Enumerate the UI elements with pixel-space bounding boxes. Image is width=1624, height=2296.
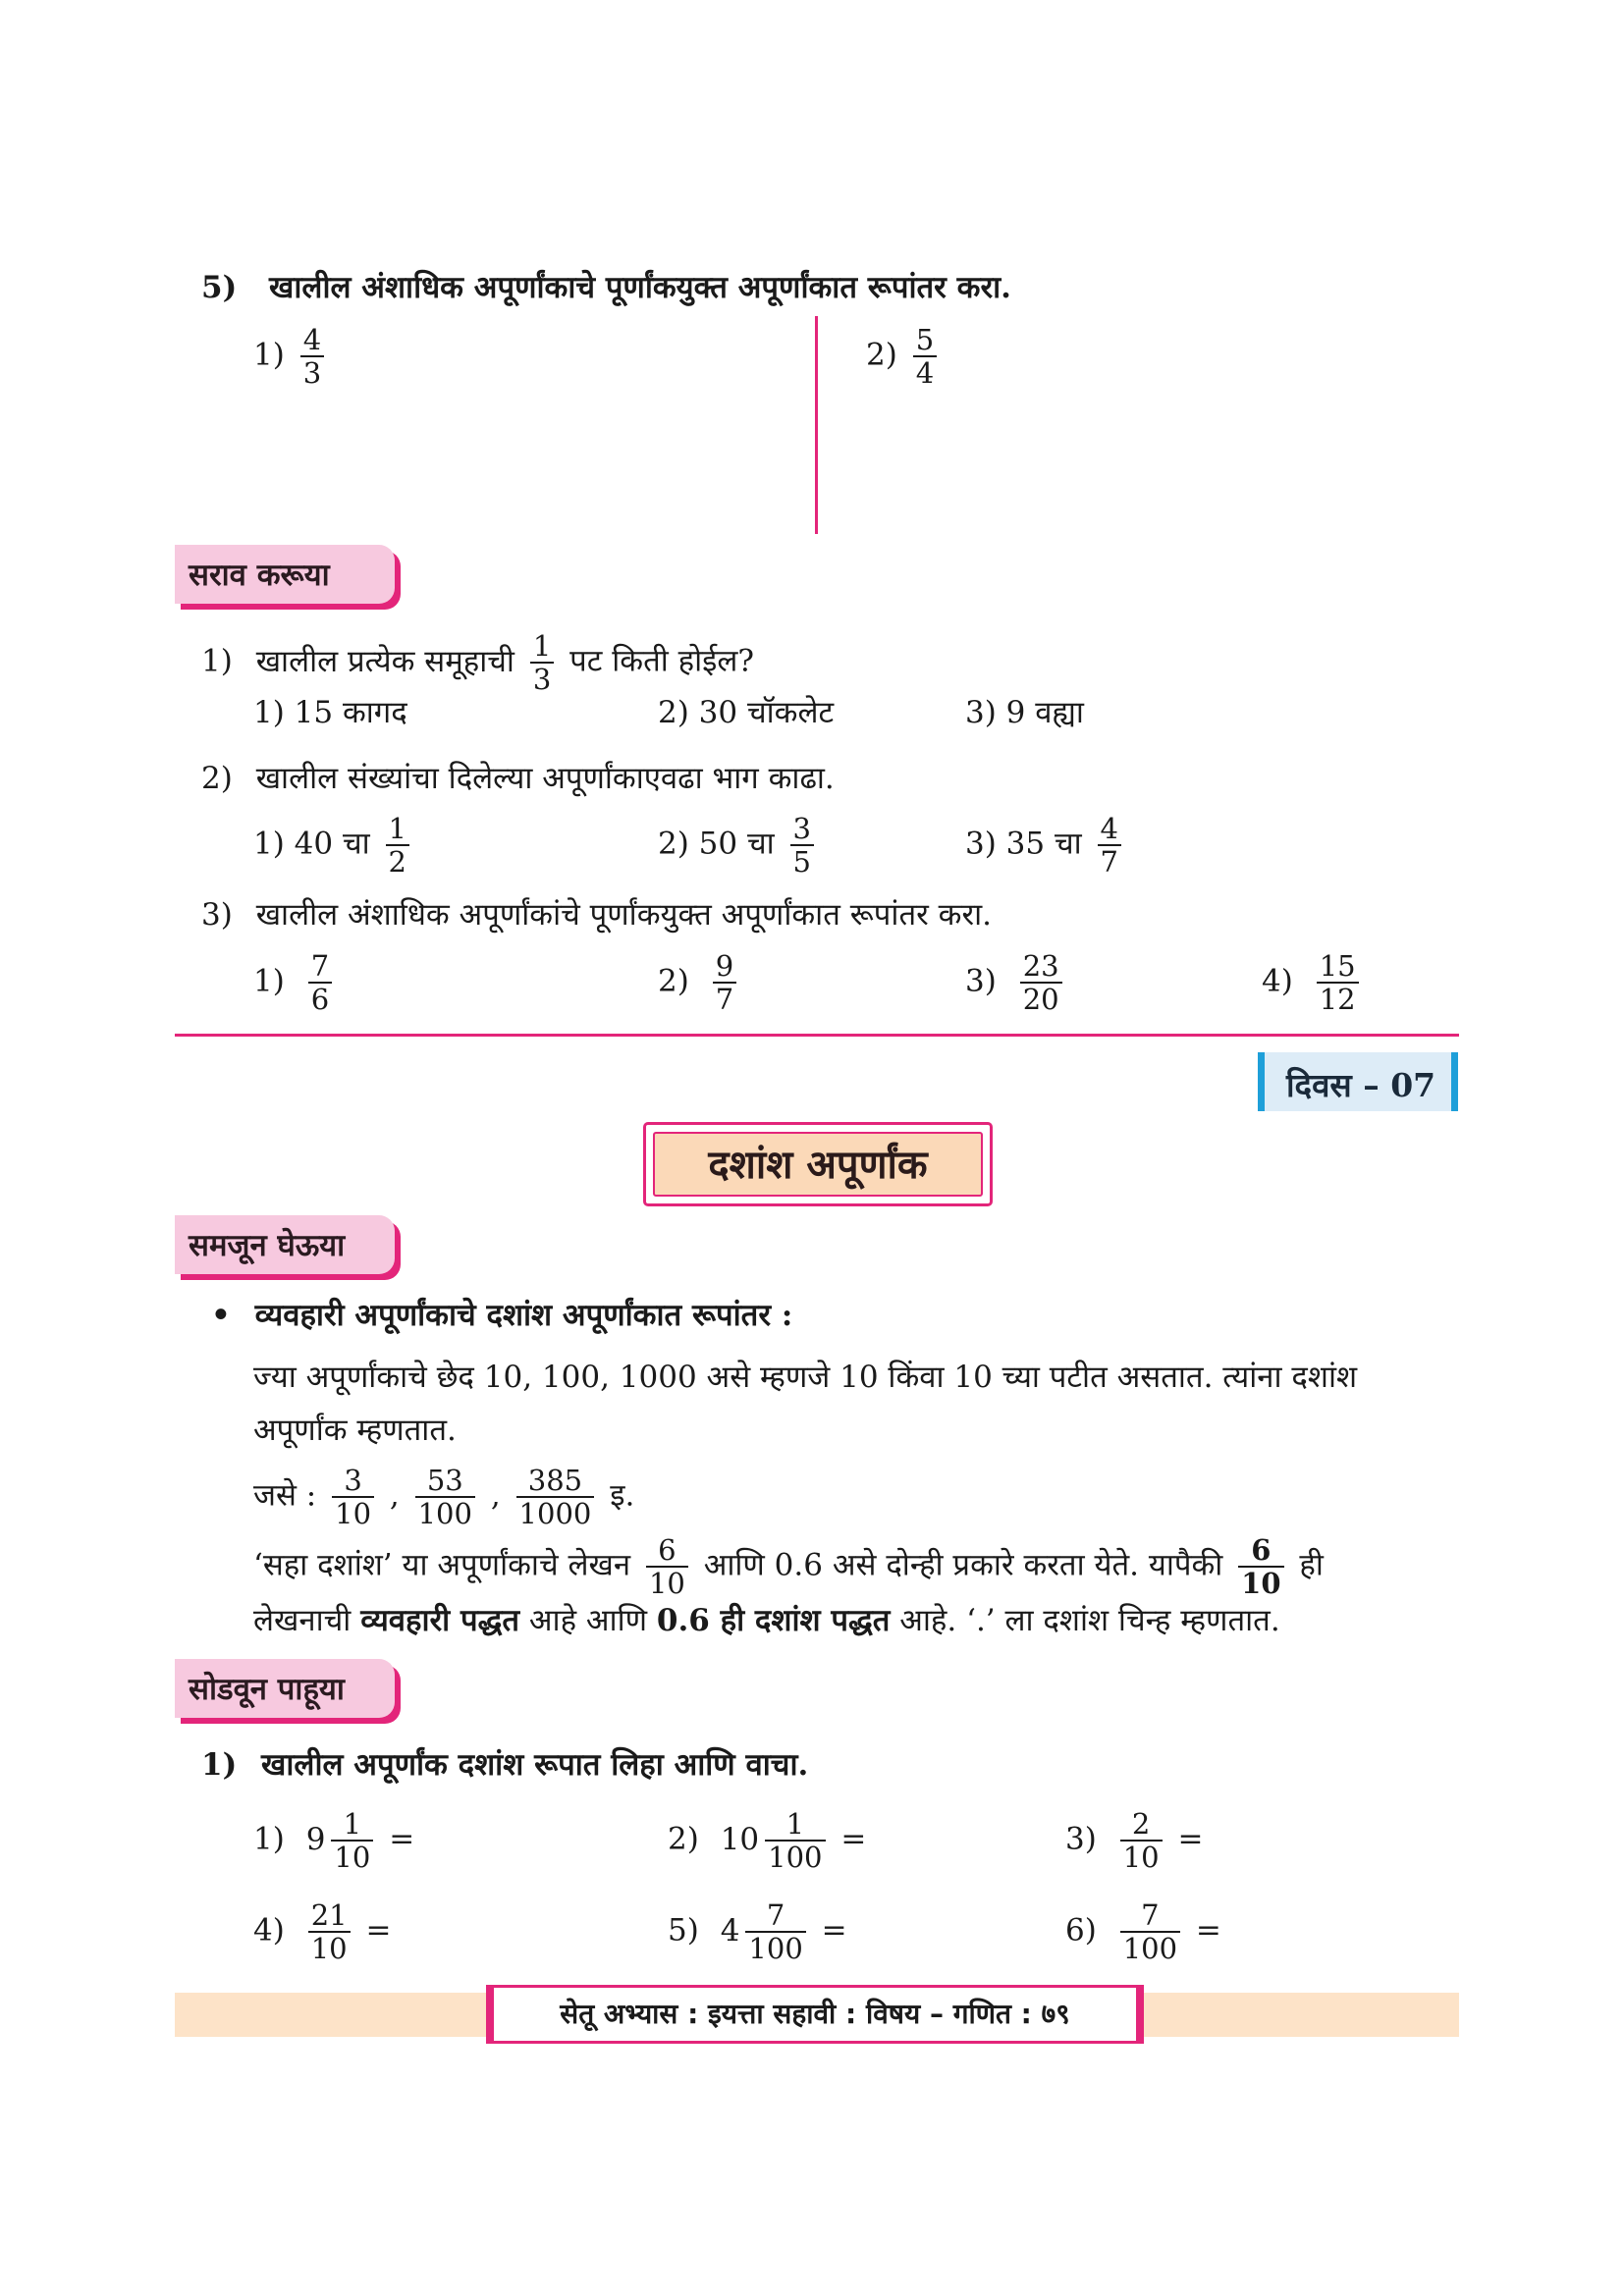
- day-badge: दिवस – 07: [1258, 1052, 1458, 1111]
- fraction: $\frac{3}{10}$: [332, 1465, 374, 1529]
- bullet-heading: • व्यवहारी अपूर्णांकाचे दशांश अपूर्णांकात रूपांतर :: [211, 1298, 793, 1333]
- practice-q1-item-2: 2) 30 चॉकलेट: [658, 695, 835, 730]
- solve-item-2: 2) 10 $\frac{1}{100}$ =: [668, 1807, 867, 1874]
- practice-question-2: 2) खालील संख्यांचा दिलेल्या अपूर्णांकाएवढा भाग काढा.: [201, 761, 835, 796]
- fraction: $\frac{53}{100}$: [415, 1465, 475, 1529]
- fraction: $\frac{7}{100}$: [745, 1899, 805, 1964]
- solve-item-5: 5) 4 $\frac{7}{100}$ =: [668, 1898, 847, 1965]
- fraction: $\frac{385}{1000}$: [516, 1465, 595, 1529]
- solve-item-3: 3) $\frac{2}{10}$ =: [1065, 1807, 1204, 1874]
- fraction: $\frac{7}{100}$: [1120, 1899, 1180, 1964]
- fraction: $\frac{23}{20}$: [1020, 950, 1062, 1015]
- section-divider: [175, 1034, 1459, 1037]
- fraction: $\frac{7}{6}$: [308, 950, 332, 1015]
- practice-q1-item-1: 1) 15 कागद: [253, 695, 407, 730]
- fraction-bold: $\frac{6}{10}$: [1238, 1534, 1283, 1599]
- practice-q3-item-1: 1) $\frac{7}{6}$: [253, 950, 338, 1015]
- title-frame: [643, 1122, 993, 1206]
- solve-question-1: 1) खालील अपूर्णांक दशांश रूपात लिहा आणि वाचा.: [201, 1747, 809, 1783]
- section-heading-solve: सोडवून पाहूया: [175, 1659, 395, 1718]
- practice-q2-item-2: 2) 50 चा $\frac{3}{5}$: [658, 813, 820, 878]
- practice-question-3: 3) खालील अंशाधिक अपूर्णांकांचे पूर्णांकयुक्त अपूर्णांकात रूपांतर करा.: [201, 897, 993, 933]
- practice-q3-item-2: 2) $\frac{9}{7}$: [658, 950, 742, 1015]
- para-line-2: अपूर्णांक म्हणतात.: [253, 1413, 457, 1448]
- question-text: खालील अंशाधिक अपूर्णांकाचे पूर्णांकयुक्त अपूर्णांकात रूपांतर करा.: [269, 270, 1011, 305]
- footer-box: [486, 1985, 1144, 2044]
- fraction: $\frac{1}{10}$: [331, 1808, 373, 1873]
- fraction: $\frac{15}{12}$: [1317, 950, 1359, 1015]
- solve-item-4: 4) $\frac{21}{10}$ =: [253, 1898, 392, 1965]
- fraction: $\frac{3}{5}$: [790, 813, 814, 878]
- solve-item-6: 6) $\frac{7}{100}$ =: [1065, 1898, 1221, 1965]
- question-number: 5): [201, 270, 238, 305]
- column-divider: [815, 316, 818, 534]
- example-line: जसे : $\frac{3}{10}$ , $\frac{53}{100}$ , $\frac{385}{1000}$ इ.: [253, 1464, 635, 1530]
- q5-item-1: 1) $\frac{4}{3}$: [253, 324, 330, 389]
- page-title: दशांश अपूर्णांक: [708, 1143, 928, 1188]
- section-heading-practice: सराव करूया: [175, 545, 395, 604]
- para-line-1: ज्या अपूर्णांकाचे छेद 10, 100, 1000 असे म्हणजे 10 किंवा 10 च्या पटीत असतात. त्यांना दशांश: [253, 1360, 1358, 1395]
- title-box: [653, 1132, 983, 1197]
- fraction: $\frac{6}{10}$: [646, 1534, 688, 1599]
- para-line-4: लेखनाची व्यवहारी पद्धत आहे आणि 0.6 ही दशांश पद्धत आहे. ‘.’ ला दशांश चिन्ह म्हणतात.: [253, 1603, 1280, 1638]
- solve-item-1: 1) 9 $\frac{1}{10}$ =: [253, 1807, 415, 1874]
- fraction: $\frac{9}{7}$: [713, 950, 736, 1015]
- practice-q1-item-3: 3) 9 वह्या: [965, 695, 1084, 730]
- footer-text: सेतू अभ्यास : इयत्ता सहावी : विषय – गणित : ७९: [560, 1998, 1070, 2030]
- fraction: $\frac{5}{4}$: [913, 324, 937, 389]
- fraction: $\frac{21}{10}$: [308, 1899, 351, 1964]
- practice-q2-item-3: 3) 35 चा $\frac{4}{7}$: [965, 813, 1127, 878]
- practice-question-1: 1) खालील प्रत्येक समूहाची $\frac{1}{3}$ पट किती होईल?: [201, 629, 754, 696]
- bullet-icon: •: [211, 1298, 231, 1333]
- fraction: $\frac{4}{7}$: [1098, 813, 1121, 878]
- fraction: $\frac{2}{10}$: [1120, 1808, 1163, 1873]
- para-line-3: ‘सहा दशांश’ या अपूर्णांकाचे लेखन $\frac{6}{10}$ आणि 0.6 असे दोन्ही प्रकारे करता येते. यापैकी $\frac{6}{10}$ ही: [253, 1533, 1324, 1600]
- practice-q3-item-3: 3) $\frac{23}{20}$: [965, 950, 1068, 1015]
- fraction: $\frac{1}{2}$: [386, 813, 409, 878]
- practice-q3-item-4: 4) $\frac{15}{12}$: [1262, 950, 1365, 1015]
- fraction: $\frac{4}{3}$: [300, 324, 324, 389]
- practice-q2-item-1: 1) 40 चा $\frac{1}{2}$: [253, 813, 415, 878]
- fraction: $\frac{1}{100}$: [765, 1808, 825, 1873]
- q5-item-2: 2) $\frac{5}{4}$: [866, 324, 943, 389]
- section-heading-understand: समजून घेऊया: [175, 1215, 395, 1274]
- question-5: [201, 268, 1011, 307]
- fraction: $\frac{1}{3}$: [530, 630, 554, 695]
